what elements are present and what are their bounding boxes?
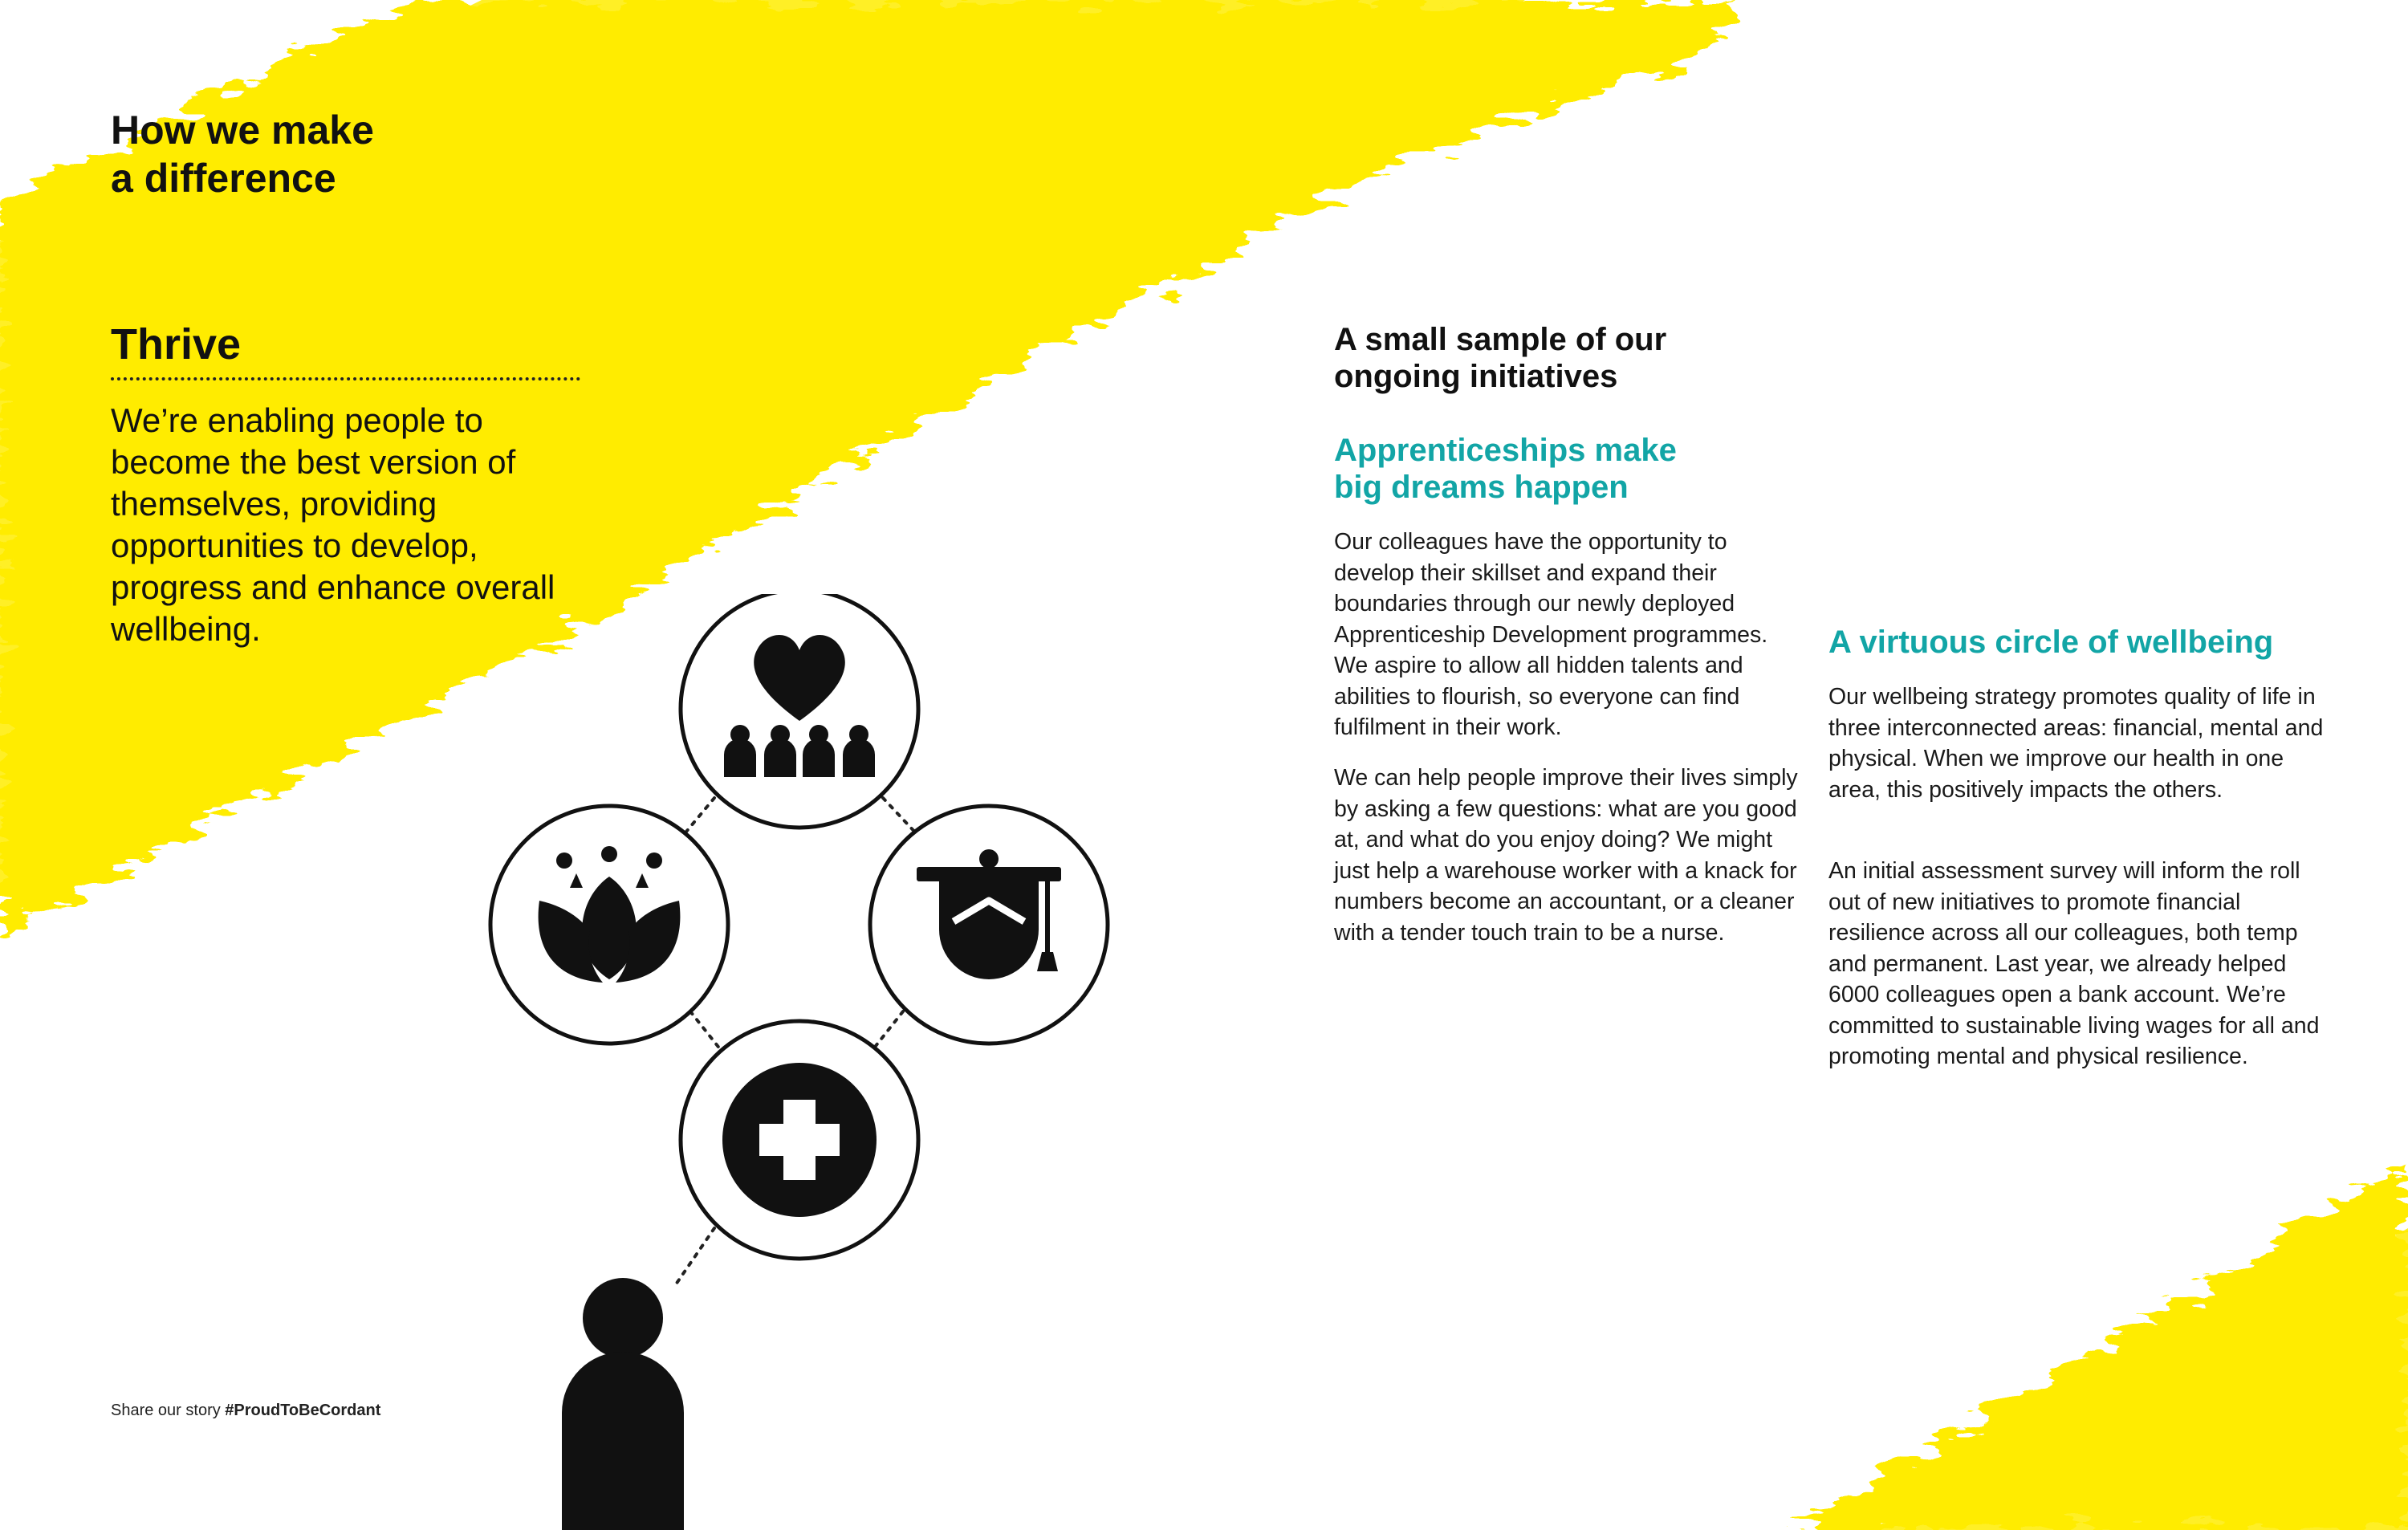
apprenticeships-heading-line1: Apprenticeships make: [1334, 433, 1677, 468]
person-icon: [562, 1278, 684, 1530]
lotus-icon: [490, 806, 728, 1044]
dotted-divider: [111, 377, 580, 380]
initiatives-heading: [1334, 321, 1832, 395]
footer-prefix: Share our story: [111, 1402, 226, 1419]
apprenticeships-heading: [1334, 432, 1832, 506]
initiatives-heading-line1: A small sample of our: [1334, 322, 1667, 357]
thrive-heading: Thrive: [111, 320, 242, 368]
thrive-statement: We’re enabling people to become the best version of themselves, providing opportunities to develop, progress and enhance overall wellbeing.: [111, 401, 555, 648]
wellbeing-heading: A virtuous circle of wellbeing: [1828, 625, 2274, 660]
section-title-line1: How we make: [111, 108, 374, 153]
heart-community-icon: [681, 594, 918, 828]
wellbeing-paragraph-1: Our wellbeing strategy promotes quality of life in three interconnected areas: financial, mental and physical. When we improve our health in one area, this positively impacts the others.: [1828, 684, 2324, 803]
medical-cross-icon: [681, 1021, 918, 1259]
graduation-cap-icon: [870, 806, 1108, 1044]
section-title-line2: a difference: [111, 156, 336, 201]
wellbeing-paragraph-2: An initial assessment survey will inform the roll out of new initiatives to promote financial resilience across all our colleagues, both temp and permanent. Last year, we already helped 6000 colleagues open a bank account. We’re committed to sustainable living wages for all and promoting mental and physical resilience.: [1828, 858, 2320, 1069]
initiatives-heading-line2: ongoing initiatives: [1334, 359, 1618, 394]
apprenticeships-paragraph-1: Our colleagues have the opportunity to develop their skillset and expand their boundaries through our newly deployed Apprenticeship Development programmes. We aspire to allow all hidden talents and abilities to flourish, so everyone can find fulfilment in their work.: [1334, 529, 1768, 740]
footer-share: [111, 1402, 380, 1420]
apprenticeships-heading-line2: big dreams happen: [1334, 470, 1629, 505]
apprenticeships-paragraph-2: We can help people improve their lives simply by asking a few questions: what are you good at, and what do you enjoy doing? We might just help a warehouse worker with a knack for numbers become an accountant, or a cleaner with a tender touch train to be a nurse.: [1334, 765, 1798, 946]
footer-hashtag[interactable]: #ProudToBeCordant: [225, 1402, 381, 1419]
wellbeing-diagram: [449, 594, 1172, 1530]
section-title: [111, 106, 374, 202]
